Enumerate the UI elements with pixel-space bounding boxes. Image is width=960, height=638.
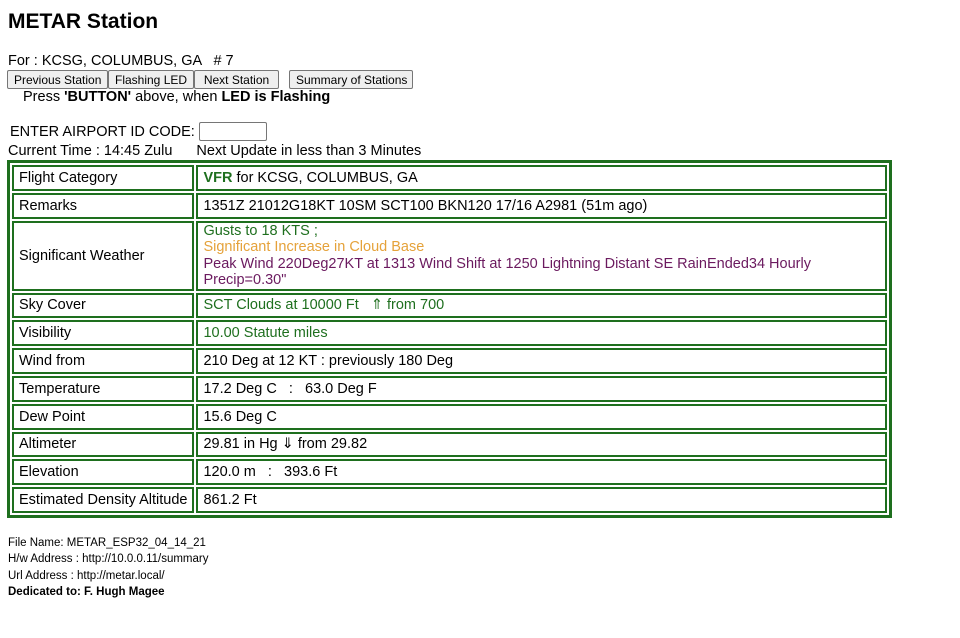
next-station-button[interactable]: Next Station — [194, 70, 279, 89]
led-flashing-word: LED is Flashing — [221, 89, 331, 105]
weather-table — [7, 160, 892, 518]
current-time: Current Time : 14:45 Zulu — [8, 143, 173, 159]
flight-category-badge: VFR — [203, 169, 233, 186]
flight-category-value — [196, 165, 887, 191]
visibility-label: Visibility — [12, 320, 194, 346]
previous-station-button[interactable]: Previous Station — [7, 70, 108, 89]
time-info — [8, 143, 421, 159]
temperature-label: Temperature — [12, 376, 194, 402]
peak-wind-line: Peak Wind 220Deg27KT at 1313 Wind Shift at 1250 Lightning Distant SE RainEnded34 Hourly Precip=0.30" — [203, 255, 811, 289]
density-altitude-label: Estimated Density Altitude — [12, 487, 194, 513]
hw-address: H/w Address : http://10.0.0.11/summary — [8, 553, 209, 566]
table-row — [12, 459, 887, 485]
airport-id-label: ENTER AIRPORT ID CODE: — [10, 123, 195, 140]
table-row — [12, 404, 887, 430]
sky-cover-value: SCT Clouds at 10000 Ft ⇑ from 700 — [196, 293, 887, 319]
table-row — [12, 293, 887, 319]
table-row — [12, 165, 887, 191]
altimeter-label: Altimeter — [12, 432, 194, 458]
airport-entry — [10, 122, 267, 141]
table-row — [12, 432, 887, 458]
elevation-value: 120.0 m : 393.6 Ft — [196, 459, 887, 485]
flight-category-label: Flight Category — [12, 165, 194, 191]
airport-id-input[interactable] — [199, 122, 267, 141]
press-text-pre: Press — [23, 89, 65, 105]
table-row — [12, 487, 887, 513]
altimeter-value: 29.81 in Hg ⇓ from 29.82 — [196, 432, 887, 458]
url-address: Url Address : http://metar.local/ — [8, 569, 165, 582]
significant-weather-value — [196, 221, 887, 291]
file-name: File Name: METAR_ESP32_04_14_21 — [8, 537, 206, 549]
table-row — [12, 376, 887, 402]
table-row — [12, 193, 887, 219]
temperature-value: 17.2 Deg C : 63.0 Deg F — [196, 376, 887, 402]
wind-label: Wind from — [12, 348, 194, 374]
press-instruction — [23, 89, 330, 105]
dedication: Dedicated to: F. Hugh Magee — [8, 586, 165, 599]
table-row — [12, 320, 887, 346]
summary-of-stations-button[interactable]: Summary of Stations — [289, 70, 413, 89]
wind-value: 210 Deg at 12 KT : previously 180 Deg — [196, 348, 887, 374]
station-line: For : KCSG, COLUMBUS, GA # 7 — [8, 53, 234, 69]
flight-category-station: for KCSG, COLUMBUS, GA — [232, 169, 418, 186]
remarks-label: Remarks — [12, 193, 194, 219]
table-row — [12, 348, 887, 374]
elevation-label: Elevation — [12, 459, 194, 485]
table-row — [12, 221, 887, 291]
press-text-mid: above, when — [131, 89, 222, 105]
button-word: 'BUTTON' — [64, 89, 132, 105]
page-title: METAR Station — [8, 10, 159, 33]
flashing-led-button[interactable]: Flashing LED — [108, 70, 194, 89]
next-update: Next Update in less than 3 Minutes — [196, 143, 422, 159]
significant-weather-label: Significant Weather — [12, 221, 194, 291]
density-altitude-value: 861.2 Ft — [196, 487, 887, 513]
visibility-value: 10.00 Statute miles — [196, 320, 887, 346]
dew-point-value: 15.6 Deg C — [196, 404, 887, 430]
dew-point-label: Dew Point — [12, 404, 194, 430]
remarks-value: 1351Z 21012G18KT 10SM SCT100 BKN120 17/16 A2981 (51m ago) — [196, 193, 887, 219]
cloud-base-line: Significant Increase in Cloud Base — [203, 239, 425, 256]
footer — [8, 535, 209, 601]
sky-cover-label: Sky Cover — [12, 293, 194, 319]
gusts-line: Gusts to 18 KTS ; — [203, 222, 318, 239]
